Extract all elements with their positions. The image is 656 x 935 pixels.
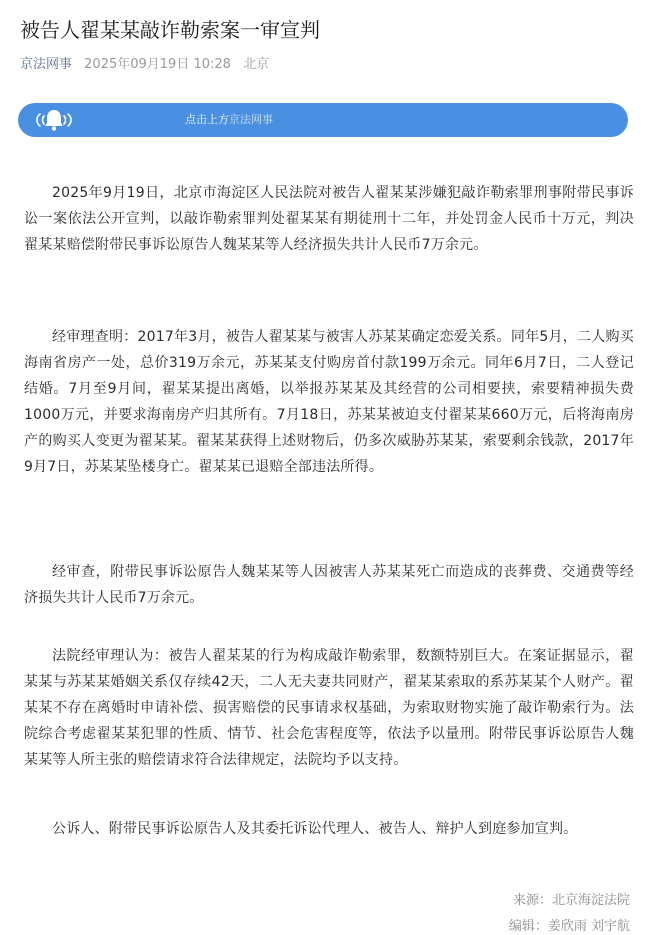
footer-editor: 编辑：姜欣雨 刘宇航 — [508, 919, 630, 934]
article-title: 被告人翟某某敲诈勒索案一审宣判 — [20, 18, 320, 42]
source-account-link[interactable]: 京法网事 — [20, 57, 73, 72]
paragraph-attendance: 公诉人、附带民事诉讼原告人及其委托诉讼代理人、被告人、辩护人到庭参加宣判。 — [52, 821, 578, 837]
follow-banner[interactable] — [18, 103, 628, 137]
banner-account-name: 京法网事 — [229, 113, 273, 126]
paragraph-facts: 经审理查明：2017年3月，被告人翟某某与被害人苏某某确定恋爱关系。同年5月，二人购买海南省房产一处，总价319万余元，苏某某支付购房首付款199万余元。同年6月7日，二人登记结婚。7月至9月间，翟某某提出离婚，以举报苏某某及其经营的公司相要挟，索要精神损失费1000万元，并要求海南房产归其所有。7月18日，苏某某被迫支付翟某某660万元，后将海南房产的购买人变更为翟某某。翟某某获得上述财物后，仍多次威胁苏某某，索要剩余钱款，2017年9月7日，苏某某坠楼身亡。翟某某已退赔全部违法所得。 — [24, 329, 634, 475]
footer-source: 来源：北京海淀法院 — [512, 893, 630, 908]
article-meta — [20, 56, 269, 74]
bell-icon — [34, 106, 74, 134]
publish-location: 北京 — [243, 57, 270, 72]
publish-time: 2025年09月19日 10:28 — [84, 57, 231, 72]
paragraph-civil-loss: 经审查，附带民事诉讼原告人魏某某等人因被害人苏某某死亡而造成的丧葬费、交通费等经济损失共计人民币7万余元。 — [24, 564, 634, 606]
banner-text — [185, 103, 273, 137]
paragraph-verdict: 2025年9月19日，北京市海淀区人民法院对被告人翟某某涉嫌犯敲诈勒索罪刑事附带民事诉讼一案依法公开宣判，以敲诈勒索罪判处翟某某有期徒刑十二年，并处罚金人民币十万元，判决翟某某赔偿附带民事诉讼原告人魏某某等人经济损失共计人民币7万余元。 — [24, 185, 634, 253]
paragraph-court-opinion: 法院经审理认为：被告人翟某某的行为构成敲诈勒索罪，数额特别巨大。在案证据显示，翟某某与苏某某婚姻关系仅存续42天，二人无夫妻共同财产，翟某某索取的系苏某某个人财产。翟某某不存在离婚时申请补偿、损害赔偿的民事请求权基础，为索取财物实施了敲诈勒索行为。法院综合考虑翟某某犯罪的性质、情节、社会危害程度等，依法予以量刑。附带民事诉讼原告人魏某某等人所主张的赔偿请求符合法律规定，法院均予以支持。 — [24, 648, 634, 768]
banner-text-main: 点击上方 — [185, 113, 229, 126]
